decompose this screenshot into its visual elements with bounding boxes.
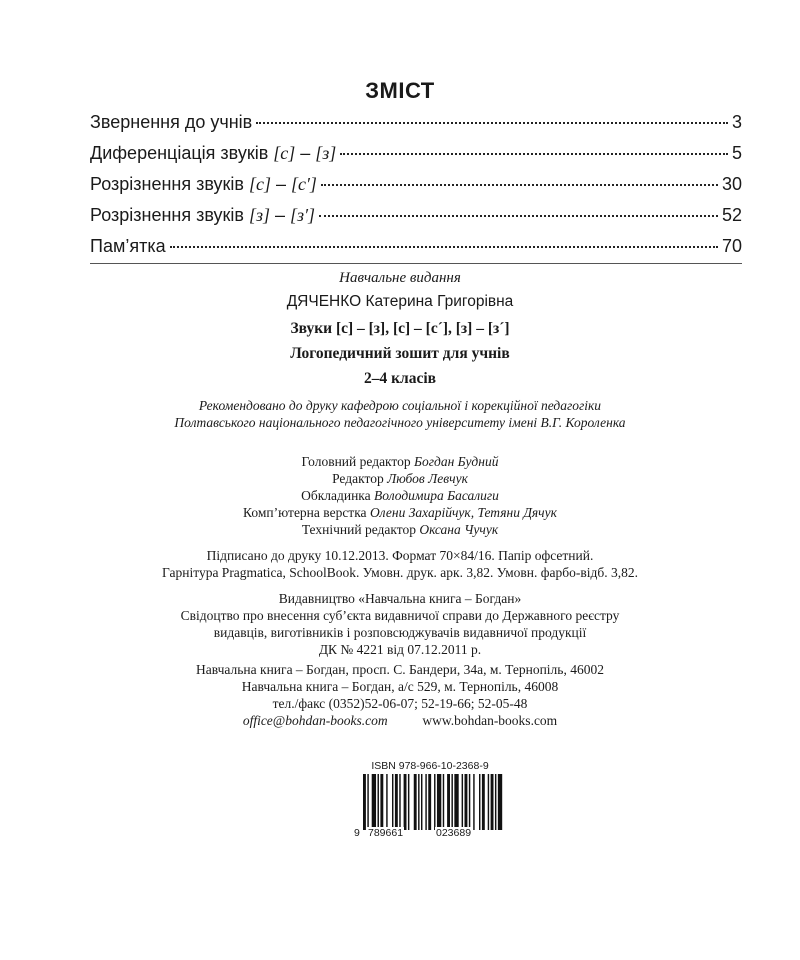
address-line-1: Навчальна книга – Богдан, просп. С. Бандери, 34а, м. Тернопіль, 46002 — [196, 662, 604, 677]
toc-entry-label: Звернення до учнів — [90, 112, 253, 132]
credit-role: Головний редактор — [301, 454, 411, 469]
barcode-bar — [392, 774, 393, 830]
divider — [90, 263, 742, 264]
isbn-label: ISBN 978-966-10-2368-9 — [371, 760, 489, 772]
recommendation-line-2: Полтавського національного педагогічного університету імені В.Г. Короленка — [174, 415, 626, 430]
toc-leader-dots — [340, 152, 728, 155]
author-name: Катерина Григорівна — [365, 293, 514, 310]
author-surname: ДЯЧЕНКО — [286, 293, 362, 310]
toc-entry-page: 70 — [721, 236, 742, 256]
credit-line — [0, 454, 800, 470]
credit-line — [0, 505, 800, 521]
barcode-bar — [462, 774, 463, 830]
credit-role: Комп’ютерна верстка — [243, 505, 367, 520]
barcode-digit-first: 9 — [354, 827, 360, 839]
barcode-bar — [447, 774, 450, 830]
toc-entry-page: 52 — [721, 205, 742, 225]
barcode-bar — [414, 774, 417, 830]
barcode-bar — [437, 774, 441, 830]
credit-person: Любов Левчук — [387, 471, 468, 486]
isbn-barcode — [353, 760, 507, 842]
barcode-bar — [473, 774, 474, 830]
credit-role: Обкладинка — [301, 488, 371, 503]
barcode-bar — [386, 774, 387, 830]
barcode-bar — [378, 774, 379, 830]
toc-entry[interactable] — [90, 174, 742, 205]
barcode-bar — [418, 774, 419, 830]
contacts-line — [0, 713, 800, 729]
author — [0, 293, 800, 311]
email-link[interactable]: office@bohdan-books.com — [242, 713, 388, 728]
publisher-line-2: Свідоцтво про внесення суб’єкта видавничої справи до Державного реєстру — [180, 608, 620, 623]
toc-leader-dots — [170, 245, 718, 248]
edition-type: Навчальне видання — [339, 270, 461, 286]
toc-entry[interactable] — [90, 143, 742, 174]
barcode-bar — [399, 774, 400, 830]
address-line-2: Навчальна книга – Богдан, а/с 529, м. Тернопіль, 46008 — [241, 679, 559, 694]
toc-entry-label: Розрізнення звуків [з] – [з′] — [90, 205, 316, 225]
publisher-line-3: видавців, виготівників і розповсюджувачів видавничої продукції — [213, 625, 587, 640]
credit-person: Олени Захарійчук, Тетяни Дячук — [369, 505, 557, 520]
publisher-line-4: ДК № 4221 від 07.12.2011 р. — [318, 642, 482, 657]
toc-entry[interactable] — [90, 112, 742, 143]
barcode-bar — [488, 774, 489, 830]
publisher-line-1: Видавництво «Навчальна книга – Богдан» — [278, 591, 522, 606]
credit-person: Володимира Басалиги — [374, 488, 499, 503]
toc-entry-page: 3 — [731, 112, 742, 132]
credit-role: Редактор — [332, 471, 384, 486]
barcode-bar — [372, 774, 376, 830]
recommendation-line-1: Рекомендовано до друку кафедрою соціальної і корекційної педагогіки — [198, 398, 602, 413]
phone-line: тел./факс (0352)52-06-07; 52-19-66; 52-05-48 — [272, 696, 528, 711]
print-info-line-1: Підписано до друку 10.12.2013. Формат 70×84/16. Папір офсетний. — [206, 548, 594, 563]
credit-person: Богдан Будний — [414, 454, 499, 469]
credit-line — [0, 471, 800, 487]
website-link[interactable]: www.bohdan-books.com — [422, 713, 558, 728]
toc-entry-page: 30 — [721, 174, 742, 194]
toc-entry[interactable] — [90, 205, 742, 236]
credit-person: Оксана Чучук — [419, 522, 499, 537]
barcode-bar — [367, 774, 368, 830]
barcode-bar — [465, 774, 468, 830]
barcode-bar — [408, 774, 409, 830]
credit-line — [0, 522, 800, 538]
toc-entry-label: Розрізнення звуків [с] – [с′] — [90, 174, 317, 194]
barcode-bar — [363, 774, 366, 830]
toc-leader-dots — [321, 183, 718, 186]
toc-leader-dots — [319, 214, 718, 217]
barcode-digits-left: 789661 — [368, 827, 404, 839]
barcode-bar — [428, 774, 431, 830]
barcode-bar — [425, 774, 426, 830]
print-info-line-2: Гарнітура Pragmatica, SchoolBook. Умовн. друк. арк. 3,82. Умовн. фарбо-відб. 3,82. — [162, 565, 638, 580]
barcode-bar — [482, 774, 485, 830]
toc-leader-dots — [256, 121, 728, 124]
barcode-bar — [498, 774, 502, 830]
barcode-bar — [469, 774, 470, 830]
barcode-bar — [421, 774, 422, 830]
toc-entry-label: Диференціація звуків [с] – [з] — [90, 143, 337, 163]
barcode-icon — [353, 774, 507, 830]
book-title: Звуки [с] – [з], [с] – [с´], [з] – [з´] — [290, 320, 510, 337]
credit-line — [0, 488, 800, 504]
barcode-digits-right: 023689 — [436, 827, 472, 839]
credit-role: Технічний редактор — [301, 522, 416, 537]
barcode-bar — [395, 774, 398, 830]
grades: 2–4 класів — [363, 370, 437, 387]
table-of-contents — [90, 112, 742, 267]
book-subtitle: Логопедичний зошит для учнів — [290, 345, 510, 362]
barcode-bar — [404, 774, 407, 830]
barcode-digits — [353, 827, 507, 841]
barcode-bar — [451, 774, 452, 830]
barcode-bar — [434, 774, 435, 830]
barcode-bar — [380, 774, 383, 830]
barcode-bar — [443, 774, 444, 830]
toc-entry-label: Пам’ятка — [90, 236, 166, 256]
toc-entry-page: 5 — [731, 143, 742, 163]
barcode-bar — [495, 774, 496, 830]
toc-title: ЗМІСТ — [365, 78, 435, 103]
barcode-bar — [491, 774, 494, 830]
barcode-bar — [479, 774, 480, 830]
barcode-bar — [454, 774, 458, 830]
